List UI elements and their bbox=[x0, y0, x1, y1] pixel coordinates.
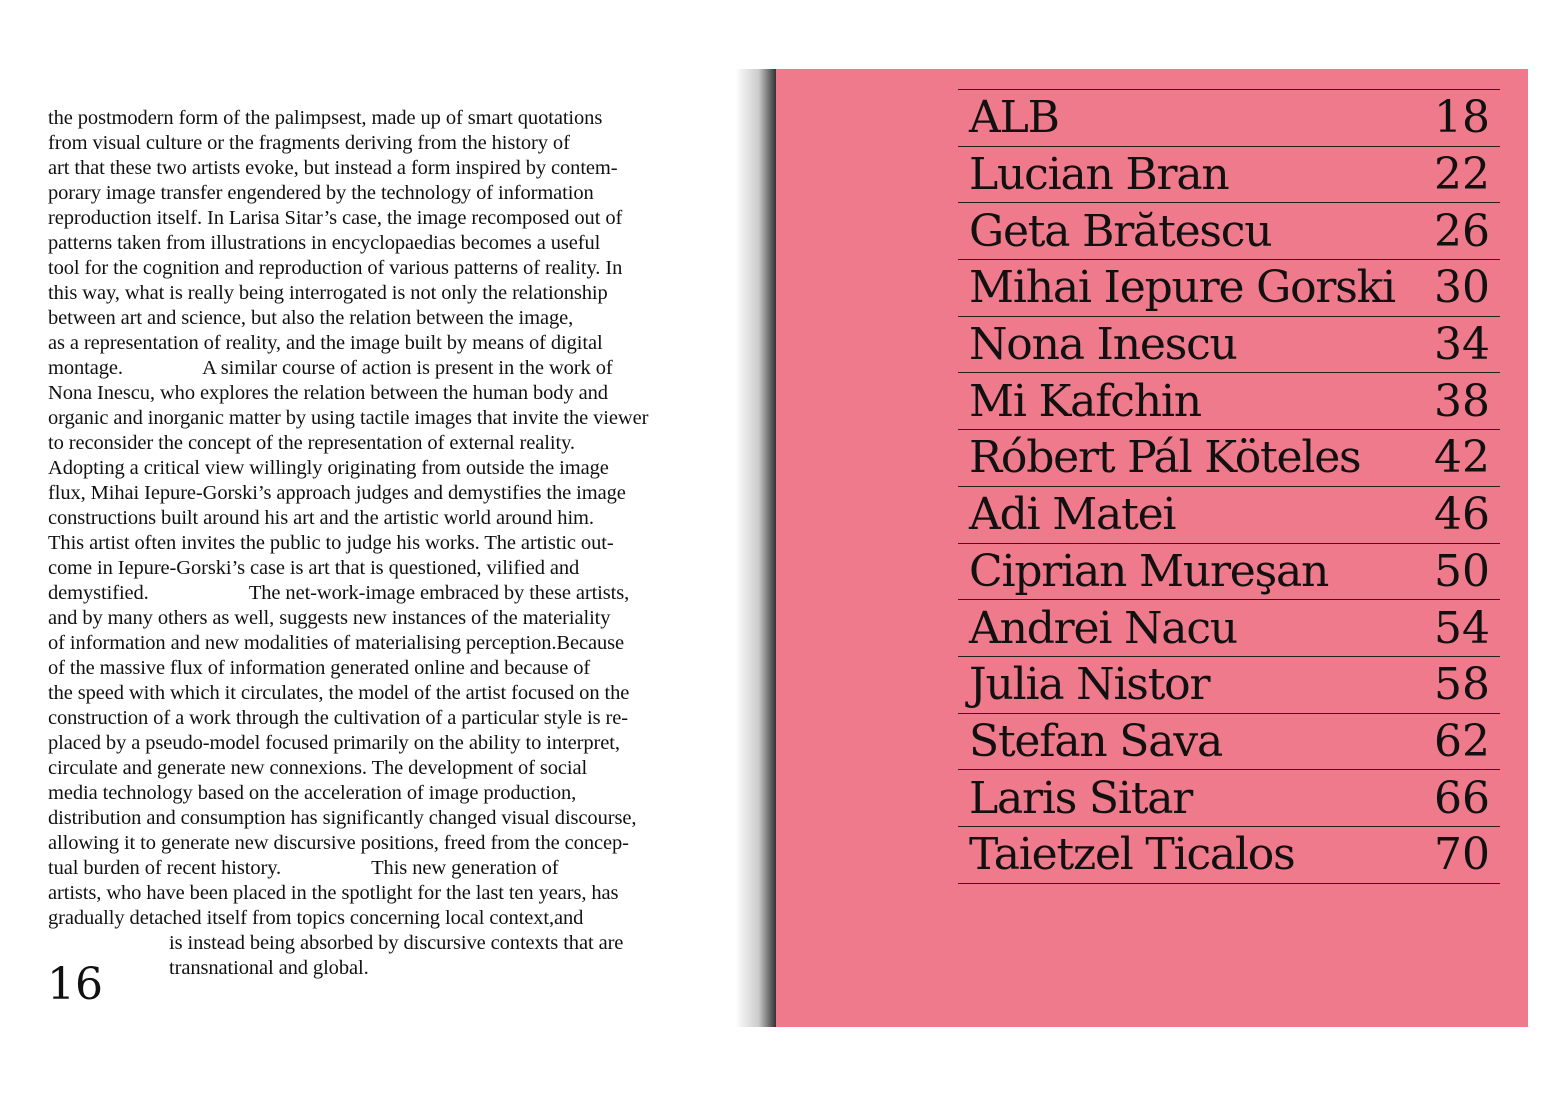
text-line-indented: transnational and global. bbox=[169, 957, 369, 979]
toc-page-number: 34 bbox=[1434, 319, 1490, 371]
text-line: reproduction itself. In Larisa Sitar’s case, the image recomposed out of bbox=[48, 207, 623, 229]
toc-page-number: 38 bbox=[1434, 375, 1490, 427]
toc-row bbox=[958, 544, 1500, 601]
text-line: artists, who have been placed in the spotlight for the last ten years, has bbox=[48, 882, 619, 904]
text-line: the postmodern form of the palimpsest, made up of smart quotations bbox=[48, 107, 603, 129]
page-number: 16 bbox=[47, 959, 103, 1010]
text-line: organic and inorganic matter by using tactile images that invite the viewer bbox=[48, 407, 649, 429]
text-line: from visual culture or the fragments deriving from the history of bbox=[48, 132, 570, 154]
toc-artist-name: Laris Sitar bbox=[969, 772, 1193, 824]
toc-artist-name: Taietzel Ticalos bbox=[969, 829, 1295, 881]
text-line: between art and science, but also the relation between the image, bbox=[48, 307, 574, 329]
text-line: construction of a work through the cultivation of a particular style is re- bbox=[48, 707, 628, 729]
toc-artist-name: Lucian Bran bbox=[969, 149, 1229, 201]
text-line-indented: is instead being absorbed by discursive contexts that are bbox=[169, 932, 624, 954]
text-line: Nona Inescu, who explores the relation between the human body and bbox=[48, 382, 608, 404]
toc-page-number: 30 bbox=[1434, 262, 1490, 314]
toc-row bbox=[958, 90, 1500, 147]
toc-artist-name: ALB bbox=[969, 92, 1059, 144]
spine-shadow bbox=[735, 69, 778, 1027]
text-line: porary image transfer engendered by the technology of information bbox=[48, 182, 594, 204]
toc-row bbox=[958, 317, 1500, 374]
toc-row bbox=[958, 260, 1500, 317]
toc-page-number: 66 bbox=[1434, 772, 1490, 824]
text-line: art that these two artists evoke, but instead a form inspired by contem- bbox=[48, 157, 618, 179]
text-line: circulate and generate new connexions. The development of social bbox=[48, 757, 588, 779]
toc-row bbox=[958, 147, 1500, 204]
toc-page-number: 54 bbox=[1434, 602, 1490, 654]
toc-artist-name: Geta Brătescu bbox=[969, 205, 1272, 257]
text-line: the speed with which it circulates, the model of the artist focused on the bbox=[48, 682, 630, 704]
toc-artist-name: Stefan Sava bbox=[969, 715, 1222, 767]
toc-artist-name: Mi Kafchin bbox=[969, 375, 1201, 427]
text-line: of information and new modalities of materialising perception.Because bbox=[48, 632, 625, 654]
text-line: come in Iepure-Gorski’s case is art that is questioned, vilified and bbox=[48, 557, 580, 579]
text-line: patterns taken from illustrations in encyclopaedias becomes a useful bbox=[48, 232, 601, 254]
toc-row bbox=[958, 487, 1500, 544]
text-line: demystified. The net-work-image embraced by these artists, bbox=[48, 582, 630, 604]
text-line: to reconsider the concept of the representation of external reality. bbox=[48, 432, 575, 454]
toc-row bbox=[958, 827, 1500, 884]
toc-artist-name: Róbert Pál Köteles bbox=[969, 432, 1361, 484]
toc-row bbox=[958, 600, 1500, 657]
text-line: tual burden of recent history. This new generation of bbox=[48, 857, 559, 879]
toc-page-number: 22 bbox=[1434, 149, 1490, 201]
text-line: gradually detached itself from topics concerning local context,and bbox=[48, 907, 584, 929]
body-text bbox=[48, 106, 728, 981]
toc-page-number: 50 bbox=[1434, 545, 1490, 597]
text-line: as a representation of reality, and the image built by means of digital bbox=[48, 332, 603, 354]
toc-artist-name: Adi Matei bbox=[969, 489, 1176, 541]
toc-artist-name: Andrei Nacu bbox=[969, 602, 1237, 654]
text-line: of the massive flux of information generated online and because of bbox=[48, 657, 591, 679]
toc-row bbox=[958, 770, 1500, 827]
toc-row bbox=[958, 657, 1500, 714]
toc-page-number: 62 bbox=[1434, 715, 1490, 767]
text-line: This artist often invites the public to judge his works. The artistic out- bbox=[48, 532, 614, 554]
text-line: distribution and consumption has significantly changed visual discourse, bbox=[48, 807, 637, 829]
text-line: placed by a pseudo-model focused primarily on the ability to interpret, bbox=[48, 732, 620, 754]
toc-row bbox=[958, 714, 1500, 771]
toc-row bbox=[958, 203, 1500, 260]
toc-page-number: 46 bbox=[1434, 489, 1490, 541]
text-line: montage. A similar course of action is present in the work of bbox=[48, 357, 613, 379]
toc-page-number: 26 bbox=[1434, 205, 1490, 257]
toc-artist-name: Ciprian Mureşan bbox=[969, 545, 1329, 597]
toc-row bbox=[958, 373, 1500, 430]
toc-artist-name: Mihai Iepure Gorski bbox=[969, 262, 1395, 314]
toc-row bbox=[958, 430, 1500, 487]
toc-artist-name: Nona Inescu bbox=[969, 319, 1237, 371]
text-line: this way, what is really being interrogated is not only the relationship bbox=[48, 282, 608, 304]
text-line: constructions built around his art and the artistic world around him. bbox=[48, 507, 594, 529]
table-of-contents bbox=[958, 89, 1500, 884]
toc-page-number: 70 bbox=[1434, 829, 1490, 881]
text-line: Adopting a critical view willingly originating from outside the image bbox=[48, 457, 609, 479]
toc-page-number: 18 bbox=[1434, 92, 1490, 144]
toc-page-number: 42 bbox=[1434, 432, 1490, 484]
text-line: and by many others as well, suggests new instances of the materiality bbox=[48, 607, 611, 629]
toc-page-number: 58 bbox=[1434, 659, 1490, 711]
text-line: flux, Mihai Iepure-Gorski’s approach judges and demystifies the image bbox=[48, 482, 626, 504]
text-line: tool for the cognition and reproduction of various patterns of reality. In bbox=[48, 257, 623, 279]
toc-artist-name: Julia Nistor bbox=[969, 659, 1210, 711]
text-line: allowing it to generate new discursive positions, freed from the concep- bbox=[48, 832, 629, 854]
text-line: media technology based on the acceleration of image production, bbox=[48, 782, 577, 804]
